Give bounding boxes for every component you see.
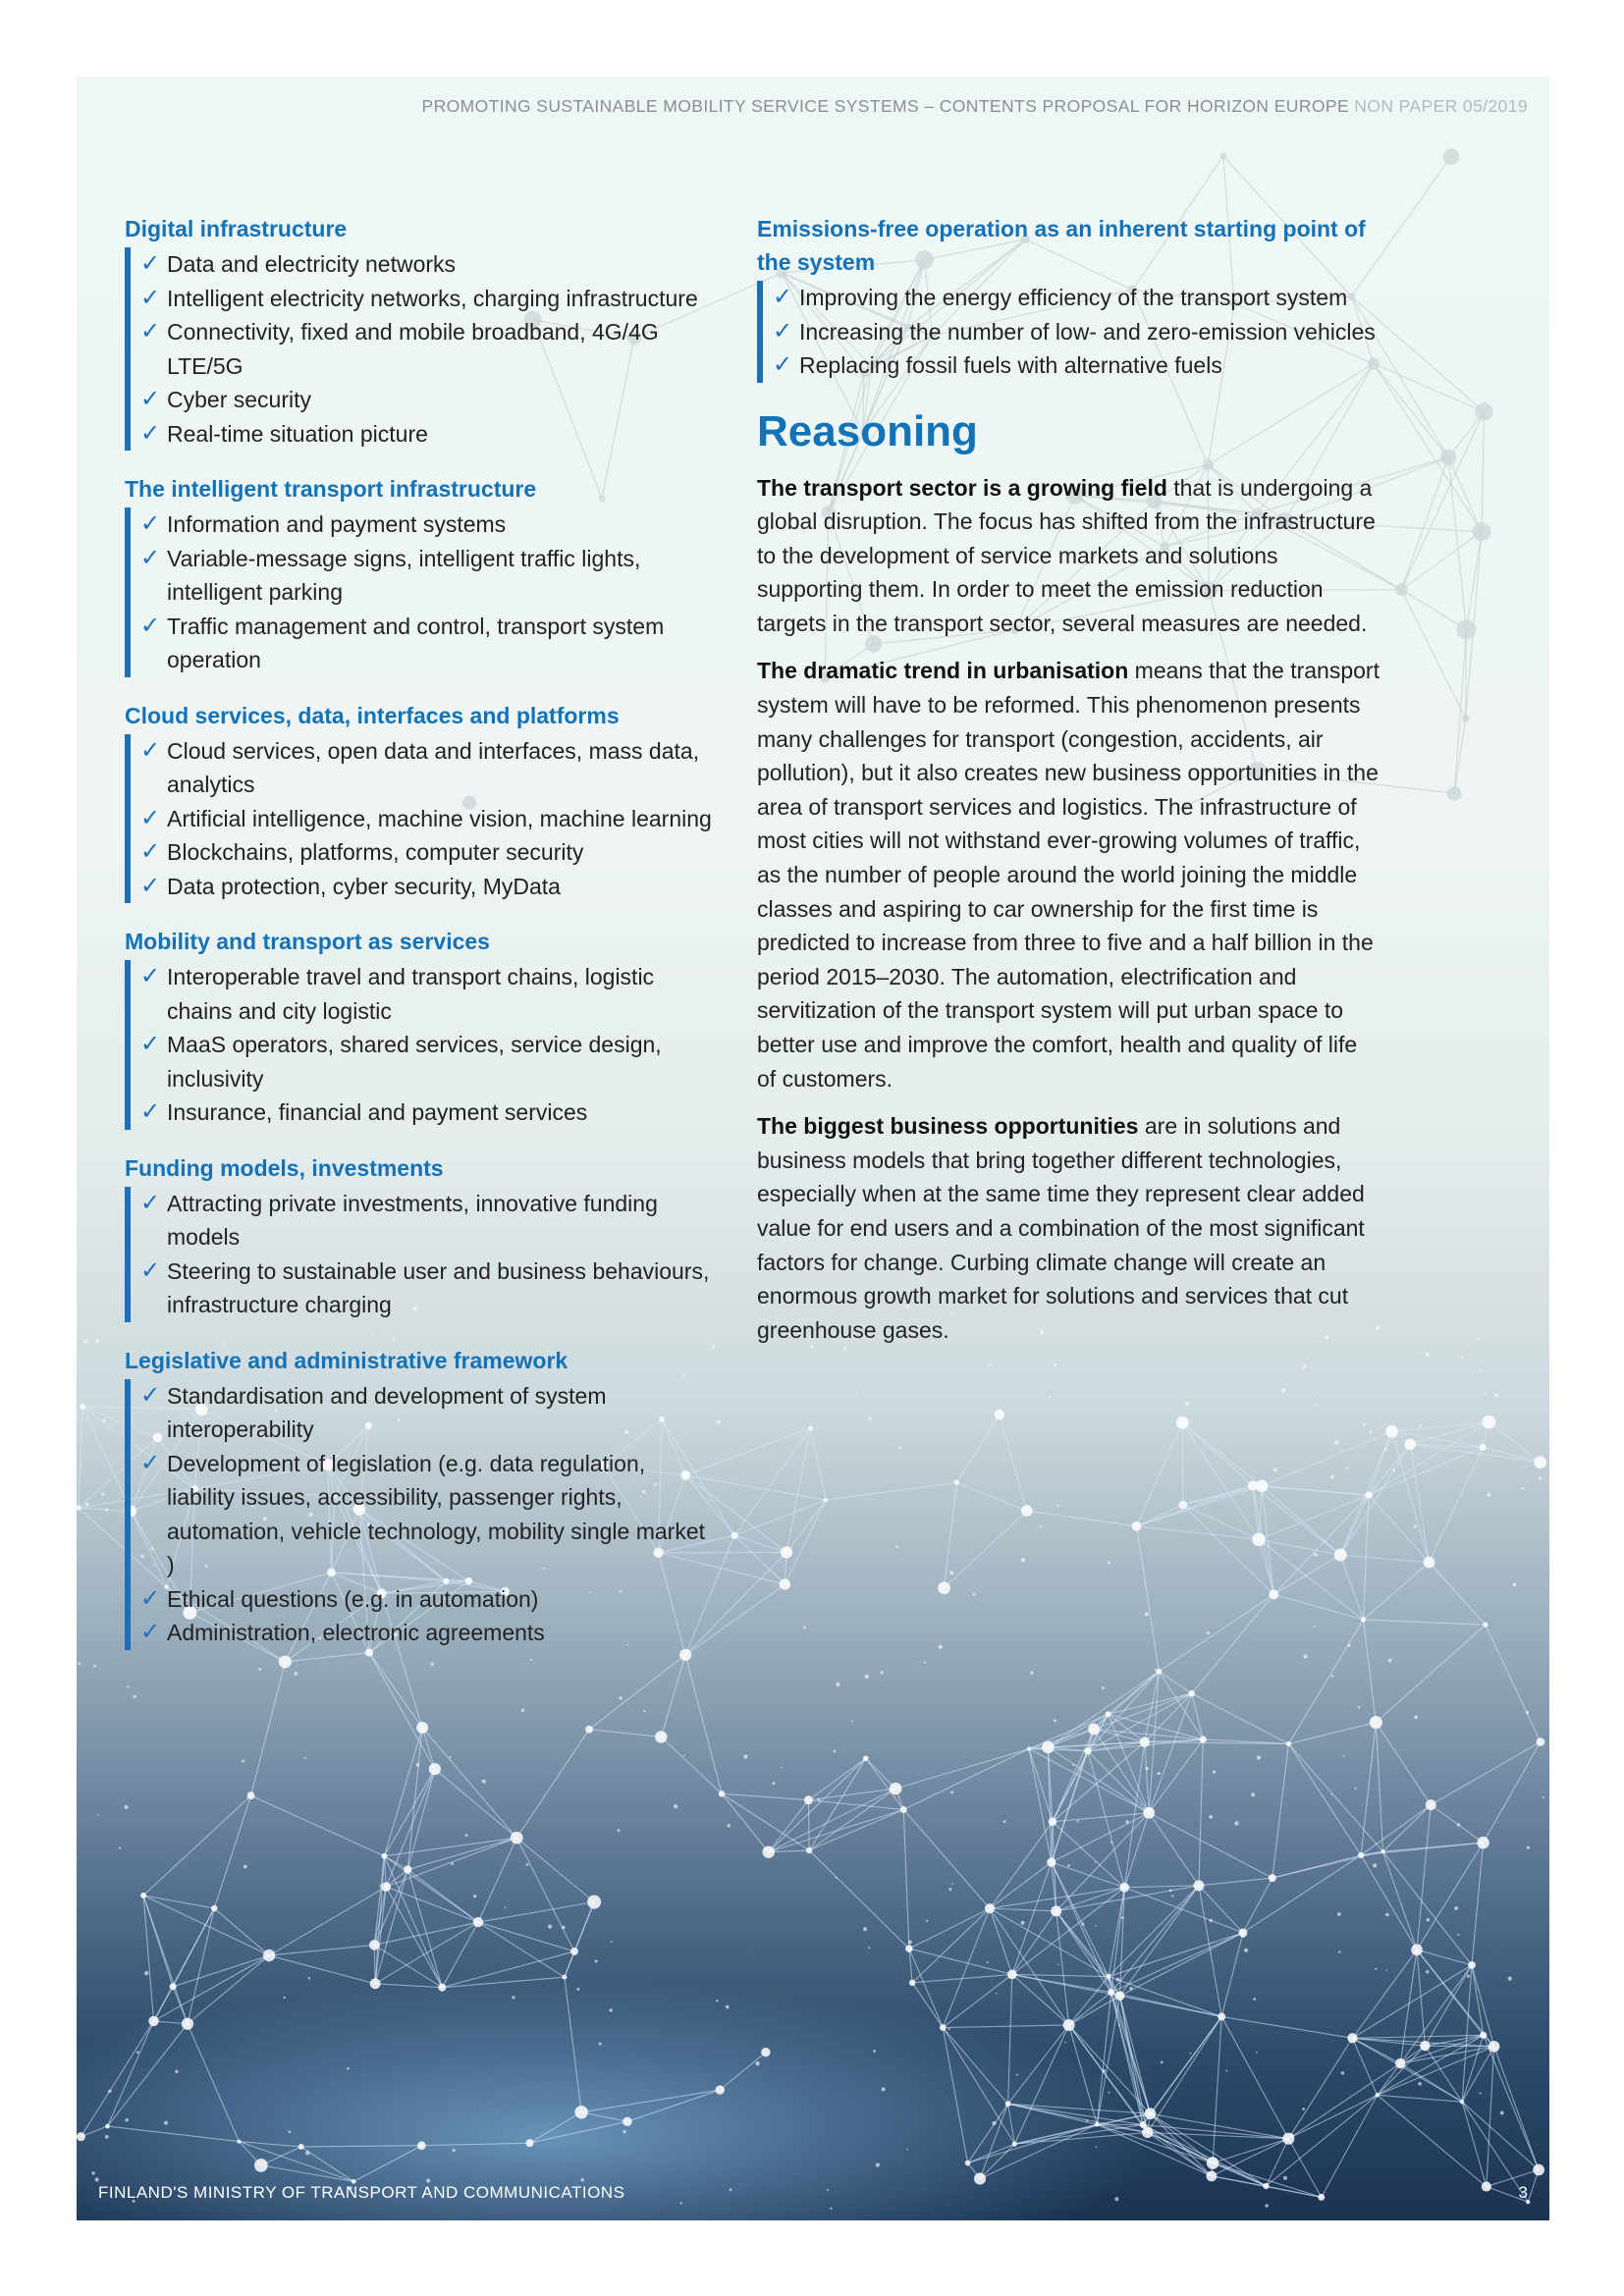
check-icon: ✓ — [773, 317, 793, 345]
checklist-item-text: Insurance, financial and payment services — [167, 1099, 588, 1125]
checklist-item-text: Artificial intelligence, machine vision, machine learning — [167, 805, 712, 831]
checklist-item — [140, 802, 714, 836]
checklist-item-text: Blockchains, platforms, computer security — [167, 839, 584, 865]
checklist-item-text: Cloud services, open data and interfaces, mass data, analytics — [167, 737, 700, 797]
checklist — [125, 247, 714, 451]
checklist-item — [140, 1616, 714, 1650]
checklist-item — [773, 348, 1380, 383]
check-icon: ✓ — [773, 351, 793, 378]
checklist-item-text: Data protection, cyber security, MyData — [167, 873, 561, 899]
checklist-item — [140, 417, 714, 452]
check-icon: ✓ — [140, 1256, 161, 1284]
checklist-item — [140, 1447, 714, 1582]
topic-section — [125, 472, 714, 677]
checklist-item-text: Development of legislation (e.g. data regulation, liability issues, accessibility, passenger rights, automation, vehicle technology, mobility single market ) — [167, 1450, 706, 1577]
checklist — [125, 734, 714, 904]
topic-section — [125, 1151, 714, 1322]
paragraph-text: that is undergoing a global disruption. The focus has shifted from the infrastructure to the development of service markets and solutions supporting them. In order to meet the emission reduction targets in the transport sector, several measures are needed. — [757, 474, 1376, 636]
page-number: 3 — [1518, 2183, 1528, 2202]
checklist-item — [773, 281, 1380, 315]
checklist-item — [140, 315, 714, 383]
checklist-item — [140, 282, 714, 316]
running-header — [422, 96, 1528, 117]
checklist — [757, 281, 1380, 383]
body-paragraph — [757, 1109, 1380, 1347]
checklist-item — [140, 734, 714, 802]
checklist-item-text: Real-time situation picture — [167, 420, 428, 447]
checklist-item-text: Interoperable travel and transport chains, logistic chains and city logistic — [167, 964, 655, 1024]
checklist-item — [140, 870, 714, 904]
checklist-item — [140, 383, 714, 417]
section-title: The intelligent transport infrastructure — [125, 476, 537, 502]
check-icon: ✓ — [140, 419, 161, 447]
checklist-item-text: Ethical questions (e.g. in automation) — [167, 1585, 539, 1612]
checklist-item — [140, 247, 714, 282]
checklist-item — [140, 1379, 714, 1447]
check-icon: ✓ — [140, 1031, 161, 1057]
paragraph-lead: The transport sector is a growing field — [757, 474, 1167, 501]
checklist-item-text: Information and payment systems — [167, 511, 507, 537]
right-column — [757, 212, 1380, 1361]
check-icon: ✓ — [140, 250, 161, 277]
checklist-item — [140, 610, 714, 677]
checklist-item-text: Administration, electronic agreements — [167, 1620, 545, 1645]
check-icon: ✓ — [140, 1619, 161, 1645]
check-icon: ✓ — [140, 872, 161, 899]
body-paragraph — [757, 654, 1380, 1095]
section-title: Funding models, investments — [125, 1154, 444, 1181]
section-title: Mobility and transport as services — [125, 929, 490, 954]
paragraph-text: are in solutions and business models that bring together different technologies, especially when at the same time they represent clear added value for end users and a combination of the most significant factors for change. Curbing climate change will create an enormous growth market for solutions and services that cut greenhouse gases. — [757, 1113, 1365, 1343]
check-icon: ✓ — [140, 510, 161, 537]
reasoning-heading: Reasoning — [757, 406, 978, 455]
checklist-item-text: Improving the energy efficiency of the transport system — [799, 285, 1348, 310]
checklist-item — [140, 1028, 714, 1095]
checklist-item — [773, 315, 1380, 349]
check-icon: ✓ — [140, 544, 161, 571]
topic-section — [125, 699, 714, 904]
checklist — [125, 1379, 714, 1650]
checklist — [125, 1187, 714, 1322]
topic-section — [125, 925, 714, 1130]
check-icon: ✓ — [140, 612, 161, 639]
checklist-item — [140, 542, 714, 610]
checklist-item-text: Data and electricity networks — [167, 251, 457, 277]
checklist-item — [140, 960, 714, 1028]
checklist-item-text: Steering to sustainable user and business behaviours, infrastructure charging — [167, 1257, 710, 1317]
emissions-section — [757, 212, 1380, 383]
header-suffix: NON PAPER 05/2019 — [1354, 96, 1528, 116]
header-title: PROMOTING SUSTAINABLE MOBILITY SERVICE SYSTEMS – CONTENTS PROPOSAL FOR HORIZON EUROPE — [421, 96, 1350, 116]
checklist-item-text: Cyber security — [167, 387, 311, 412]
checklist-item — [140, 1187, 714, 1255]
checklist — [125, 507, 714, 677]
section-title: Cloud services, data, interfaces and platforms — [125, 702, 620, 728]
section-title: Emissions-free operation as an inherent starting point of the system — [757, 216, 1366, 275]
check-icon: ✓ — [140, 386, 161, 412]
section-title: Legislative and administrative framework — [125, 1347, 568, 1373]
checklist-item-text: MaaS operators, shared services, service design, inclusivity — [167, 1032, 662, 1092]
checklist-item-text: Variable-message signs, intelligent traffic lights, intelligent parking — [167, 545, 641, 605]
check-icon: ✓ — [140, 318, 161, 345]
checklist-item — [140, 1582, 714, 1617]
checklist-item — [140, 1095, 714, 1130]
topic-section — [125, 212, 714, 451]
paragraph-text: means that the transport system will have to be reformed. This phenomenon presents many challenges for transport (congestion, accidents, air pollution), but it also creates new business opportunities in the area of transport services and logistics. The infrastructure of most cities will not withstand ever-growing volumes of traffic, as the number of people around the world joining the middle classes and aspiring to car ownership for the first time is predicted to increase from three to five and a half billion in the period 2015–2030. The automation, electrification and servitization of the transport system will put urban space to better use and improve the comfort, health and quality of life of customers. — [757, 658, 1380, 1092]
checklist-item-text: Connectivity, fixed and mobile broadband, 4G/4G LTE/5G — [167, 319, 659, 379]
check-icon: ✓ — [140, 804, 161, 831]
reasoning-body — [757, 471, 1380, 1348]
paragraph-lead: The dramatic trend in urbanisation — [757, 658, 1129, 684]
check-icon: ✓ — [140, 1381, 161, 1409]
body-paragraph — [757, 471, 1380, 641]
check-icon: ✓ — [140, 838, 161, 865]
check-icon: ✓ — [140, 1098, 161, 1125]
paragraph-lead: The biggest business opportunities — [757, 1113, 1139, 1140]
check-icon: ✓ — [140, 1584, 161, 1612]
checklist-item-text: Attracting private investments, innovative funding models — [167, 1190, 658, 1250]
checklist-item — [140, 1255, 714, 1322]
checklist-item — [140, 835, 714, 870]
checklist-item — [140, 507, 714, 542]
checklist-item-text: Traffic management and control, transport system operation — [167, 613, 665, 672]
check-icon: ✓ — [773, 284, 793, 310]
checklist-item-text: Intelligent electricity networks, charging infrastructure — [167, 285, 698, 311]
checklist — [125, 960, 714, 1130]
check-icon: ✓ — [140, 1189, 161, 1216]
check-icon: ✓ — [140, 736, 161, 764]
section-title: Digital infrastructure — [125, 216, 348, 241]
check-icon: ✓ — [140, 284, 161, 311]
topic-section — [125, 1344, 714, 1650]
check-icon: ✓ — [140, 963, 161, 989]
footer-organisation: FINLAND'S MINISTRY OF TRANSPORT AND COMMUNICATIONS — [98, 2183, 625, 2202]
checklist-item-text: Standardisation and development of system interoperability — [167, 1382, 607, 1442]
checklist-item-text: Replacing fossil fuels with alternative fuels — [799, 352, 1222, 378]
check-icon: ✓ — [140, 1449, 161, 1476]
left-column — [125, 212, 714, 1672]
checklist-item-text: Increasing the number of low- and zero-emission vehicles — [799, 318, 1376, 345]
